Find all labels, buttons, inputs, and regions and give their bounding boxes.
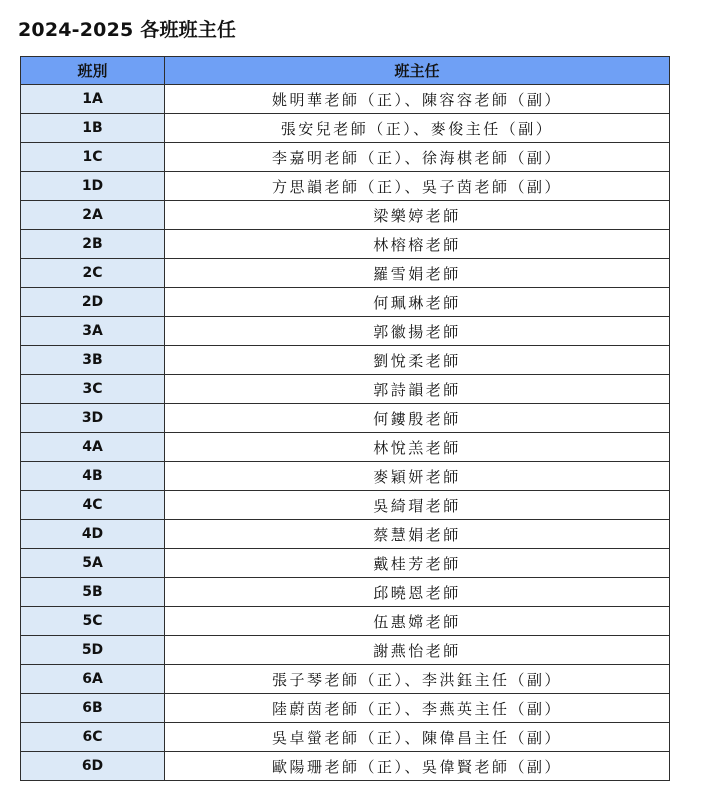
class-teacher-cell: 戴桂芳老師: [165, 549, 670, 578]
class-teacher-cell: 吳綺瑁老師: [165, 491, 670, 520]
page-title: 2024-2025 各班班主任: [18, 19, 237, 41]
class-name-cell: 6D: [21, 752, 165, 781]
table-row: [21, 201, 670, 230]
table-row: [21, 607, 670, 636]
class-name-cell: 1C: [21, 143, 165, 172]
table-row: [21, 752, 670, 781]
class-teacher-cell: 伍惠嫦老師: [165, 607, 670, 636]
class-teacher-cell: 蔡慧娟老師: [165, 520, 670, 549]
table-row: [21, 433, 670, 462]
table-row: [21, 346, 670, 375]
class-name-cell: 2A: [21, 201, 165, 230]
table-header-row: [21, 57, 670, 85]
table-row: [21, 85, 670, 114]
class-name-cell: 2D: [21, 288, 165, 317]
table-row: [21, 578, 670, 607]
class-name-cell: 4B: [21, 462, 165, 491]
class-name-cell: 6C: [21, 723, 165, 752]
class-teacher-cell: 邱曉恩老師: [165, 578, 670, 607]
class-teacher-cell: 吳卓螢老師（正）、陳偉昌主任（副）: [165, 723, 670, 752]
table-row: [21, 288, 670, 317]
table-row: [21, 375, 670, 404]
class-teacher-cell: 張子琴老師（正）、李洪鈺主任（副）: [165, 665, 670, 694]
class-name-cell: 2B: [21, 230, 165, 259]
table-row: [21, 172, 670, 201]
class-name-cell: 2C: [21, 259, 165, 288]
class-teacher-cell: 張安兒老師（正）、麥俊主任（副）: [165, 114, 670, 143]
table-row: [21, 462, 670, 491]
class-teacher-cell: 何珮琳老師: [165, 288, 670, 317]
class-teacher-cell: 羅雪娟老師: [165, 259, 670, 288]
table-row: [21, 723, 670, 752]
table-row: [21, 114, 670, 143]
class-name-cell: 6A: [21, 665, 165, 694]
table-row: [21, 491, 670, 520]
table-row: [21, 259, 670, 288]
class-teacher-cell: 劉悅柔老師: [165, 346, 670, 375]
class-name-cell: 4D: [21, 520, 165, 549]
class-name-cell: 3C: [21, 375, 165, 404]
class-teacher-cell: 陸蔚茵老師（正）、李燕英主任（副）: [165, 694, 670, 723]
header-class: 班別: [21, 57, 165, 85]
class-teacher-cell: 郭詩韻老師: [165, 375, 670, 404]
class-name-cell: 1D: [21, 172, 165, 201]
table-row: [21, 143, 670, 172]
class-teacher-cell: 郭徽揚老師: [165, 317, 670, 346]
class-name-cell: 3D: [21, 404, 165, 433]
table-body: [21, 85, 670, 781]
class-name-cell: 4C: [21, 491, 165, 520]
class-name-cell: 4A: [21, 433, 165, 462]
header-teacher: 班主任: [165, 57, 670, 85]
class-teacher-cell: 歐陽珊老師（正）、吳偉賢老師（副）: [165, 752, 670, 781]
table-row: [21, 636, 670, 665]
table-row: [21, 230, 670, 259]
class-teacher-cell: 李嘉明老師（正）、徐海棋老師（副）: [165, 143, 670, 172]
class-teacher-cell: 何鏤殷老師: [165, 404, 670, 433]
table-row: [21, 694, 670, 723]
class-name-cell: 5C: [21, 607, 165, 636]
class-name-cell: 5A: [21, 549, 165, 578]
class-teacher-cell: 麥穎妍老師: [165, 462, 670, 491]
class-teacher-cell: 林悅羔老師: [165, 433, 670, 462]
table-row: [21, 317, 670, 346]
class-teacher-cell: 謝燕怡老師: [165, 636, 670, 665]
class-name-cell: 3A: [21, 317, 165, 346]
class-name-cell: 3B: [21, 346, 165, 375]
class-name-cell: 6B: [21, 694, 165, 723]
class-teacher-cell: 梁樂婷老師: [165, 201, 670, 230]
class-teacher-table: [20, 56, 670, 781]
class-teacher-cell: 方思韻老師（正）、吳子茵老師（副）: [165, 172, 670, 201]
class-name-cell: 5D: [21, 636, 165, 665]
table-row: [21, 404, 670, 433]
class-teacher-cell: 姚明華老師（正）、陳容容老師（副）: [165, 85, 670, 114]
class-name-cell: 5B: [21, 578, 165, 607]
table-row: [21, 520, 670, 549]
table-row: [21, 665, 670, 694]
table-row: [21, 549, 670, 578]
class-name-cell: 1A: [21, 85, 165, 114]
class-teacher-cell: 林榕榕老師: [165, 230, 670, 259]
class-name-cell: 1B: [21, 114, 165, 143]
